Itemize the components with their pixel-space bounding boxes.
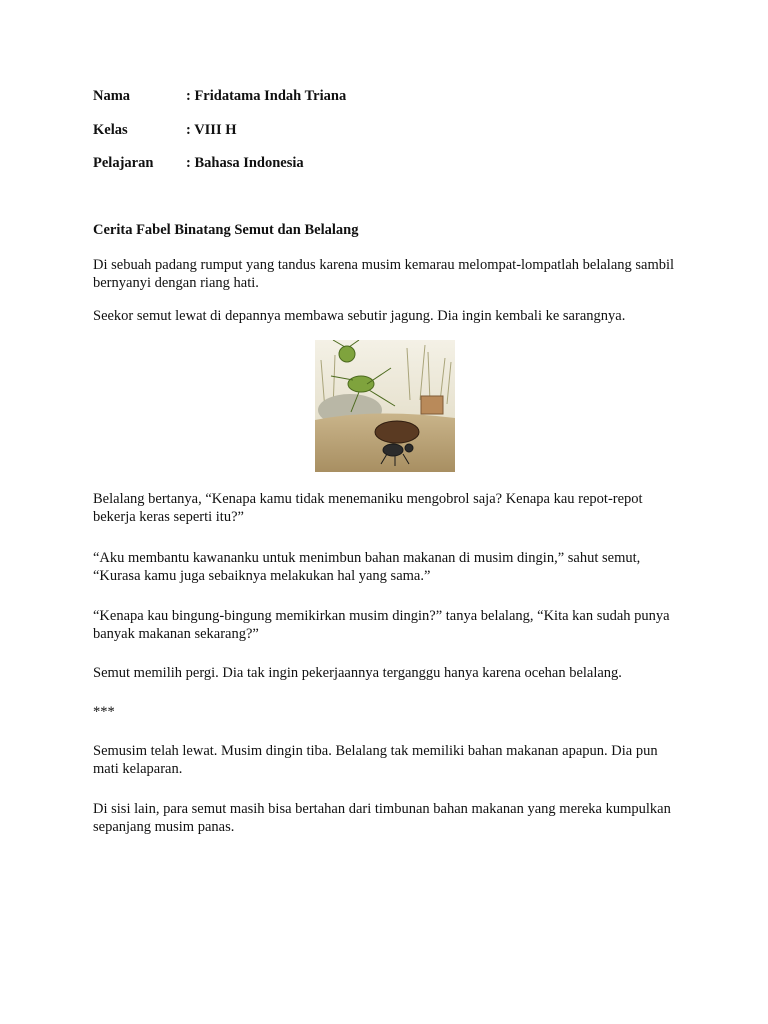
- nama-row: [93, 88, 346, 105]
- pelajaran-value: : Bahasa Indonesia: [186, 155, 304, 171]
- section-separator: ***: [93, 704, 115, 720]
- paragraph-1: Di sebuah padang rumput yang tandus karena musim kemarau melompat-lompatlah belalang sambil bernyanyi dengan riang hati.: [93, 257, 675, 291]
- paragraph-2: Seekor semut lewat di depannya membawa sebutir jagung. Dia ingin kembali ke sarangnya.: [93, 308, 626, 324]
- pelajaran-label: Pelajaran: [93, 155, 154, 171]
- nama-value: : Fridatama Indah Triana: [186, 88, 347, 104]
- paragraph-3: Belalang bertanya, “Kenapa kamu tidak menemaniku mengobrol saja? Kenapa kau repot-repot bekerja keras seperti itu?”: [93, 491, 643, 525]
- nama-label: Nama: [93, 88, 131, 104]
- paragraph-5: “Kenapa kau bingung-bingung memikirkan musim dingin?” tanya belalang, “Kita kan sudah punya banyak makanan sekarang?”: [93, 608, 670, 642]
- story-title: Cerita Fabel Binatang Semut dan Belalang: [93, 222, 359, 238]
- kelas-row: [93, 122, 237, 139]
- kelas-value: : VIII H: [186, 122, 237, 138]
- paragraph-8: Di sisi lain, para semut masih bisa bertahan dari timbunan bahan makanan yang mereka kumpulkan sepanjang musim panas.: [93, 801, 671, 835]
- paragraph-4: “Aku membantu kawananku untuk menimbun bahan makanan di musim dingin,” sahut semut, “Kurasa kamu juga sebaiknya melakukan hal yang sama.”: [93, 550, 641, 584]
- paragraph-6: Semut memilih pergi. Dia tak ingin pekerjaannya terganggu hanya karena ocehan belalang.: [93, 665, 622, 681]
- paragraph-7: Semusim telah lewat. Musim dingin tiba. Belalang tak memiliki bahan makanan apapun. Dia pun mati kelaparan.: [93, 743, 658, 777]
- pelajaran-row: [93, 155, 304, 172]
- ant-grasshopper-illustration: [315, 340, 455, 472]
- kelas-label: Kelas: [93, 122, 128, 138]
